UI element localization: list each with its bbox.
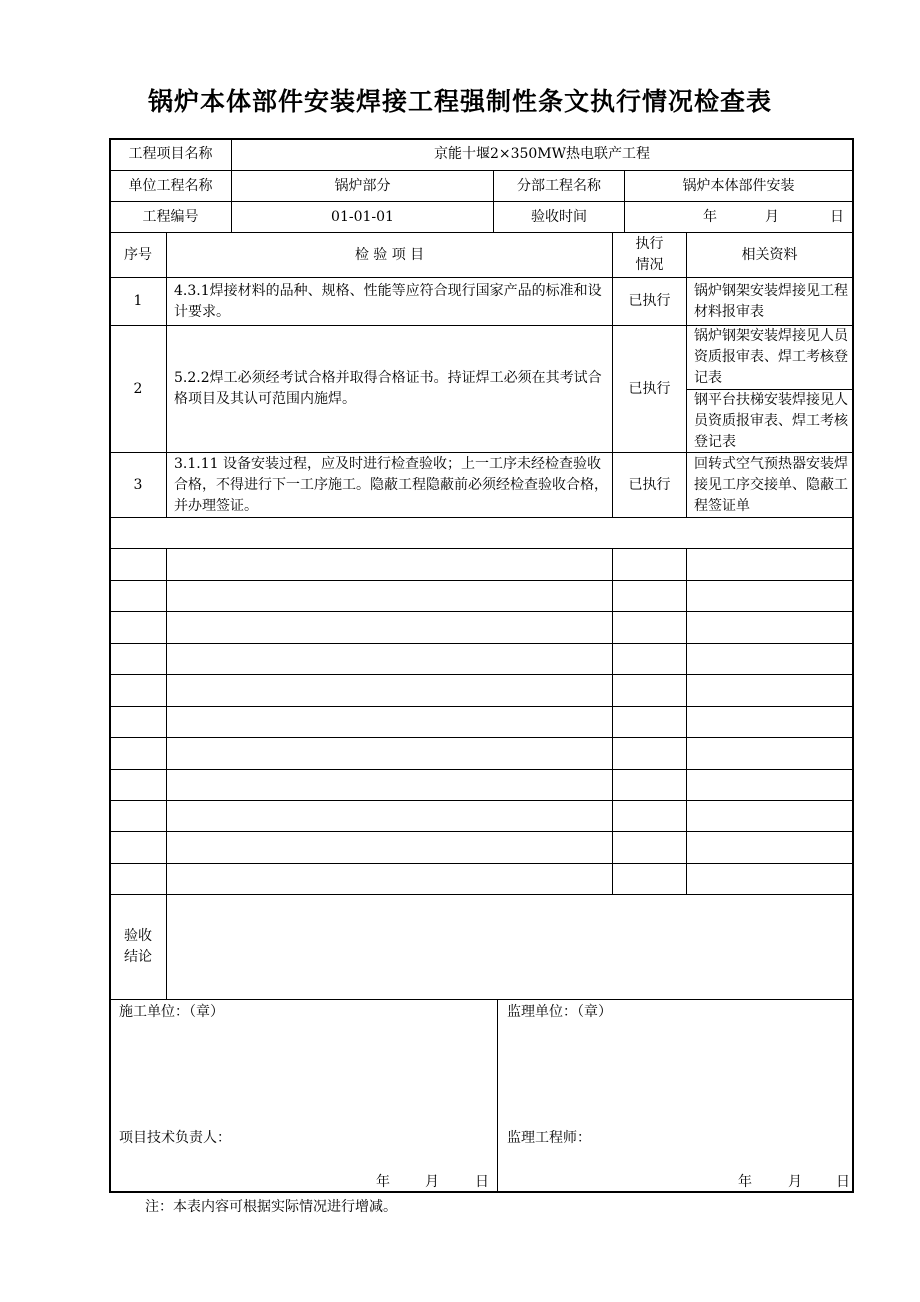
row-3-docs: 回转式空气预热器安装焊接见工序交接单、隐蔽工程签证单 bbox=[694, 455, 848, 514]
row-3-status: 已执行 bbox=[628, 476, 671, 493]
tech-leader-label: 项目技术负责人： bbox=[119, 1130, 231, 1146]
col-exec-header bbox=[613, 233, 686, 277]
row-2-no: 2 bbox=[133, 380, 143, 397]
supervisor-label: 监理工程师： bbox=[507, 1130, 591, 1146]
sign-left-month: 月 bbox=[425, 1174, 439, 1190]
sign-right-month: 月 bbox=[788, 1174, 802, 1190]
sub-project-value: 锅炉本体部件安装 bbox=[682, 177, 795, 194]
col-no-header: 序号 bbox=[124, 246, 152, 263]
supervision-unit-label: 监理单位：（章） bbox=[507, 1004, 612, 1020]
col-item-header: 检 验 项 目 bbox=[354, 246, 425, 263]
footnote: 注：本表内容可根据实际情况进行增减。 bbox=[145, 1199, 397, 1215]
sub-project-label: 分部工程名称 bbox=[517, 177, 601, 194]
accept-time-label: 验收时间 bbox=[531, 208, 587, 225]
conclusion-label-line1: 验收 bbox=[124, 928, 152, 944]
accept-date-year: 年 bbox=[703, 208, 717, 225]
accept-date-day: 日 bbox=[830, 208, 844, 225]
col-docs-header: 相关资料 bbox=[741, 246, 798, 263]
col-exec-line2: 情况 bbox=[635, 257, 664, 273]
row-1-no: 1 bbox=[133, 293, 143, 309]
row-1-status: 已执行 bbox=[628, 293, 671, 309]
sign-right-day: 日 bbox=[836, 1174, 850, 1190]
sign-right-year: 年 bbox=[738, 1174, 752, 1190]
row-1-item: 4.3.1焊接材料的品种、规格、性能等应符合现行国家产品的标准和设计要求。 bbox=[174, 282, 602, 320]
project-name-label: 工程项目名称 bbox=[128, 146, 213, 162]
row-2-docs-1: 锅炉钢架安装焊接见人员资质报审表、焊工考核登记表 bbox=[694, 328, 848, 386]
col-exec-line1: 执行 bbox=[635, 236, 664, 252]
row-1-docs: 锅炉钢架安装焊接见工程材料报审表 bbox=[694, 282, 848, 320]
sign-left-day: 日 bbox=[475, 1174, 489, 1190]
project-name-value: 京能十堰2×350MW热电联产工程 bbox=[433, 146, 651, 162]
row-3-no: 3 bbox=[133, 476, 143, 493]
row-2-status: 已执行 bbox=[628, 380, 671, 397]
unit-project-label: 单位工程名称 bbox=[128, 177, 213, 194]
page-title: 锅炉本体部件安装焊接工程强制性条文执行情况检查表 bbox=[147, 87, 772, 116]
unit-project-value: 锅炉部分 bbox=[334, 177, 391, 194]
construction-unit-label: 施工单位：（章） bbox=[119, 1004, 224, 1020]
row-3-item: 3.1.11 设备安装过程，应及时进行检查验收；上一工序未经检查验收合格，不得进行下一工序施工。隐蔽工程隐蔽前必须经检查验收合格，并办理签证。 bbox=[174, 455, 608, 514]
project-no-value: 01-01-01 bbox=[331, 208, 394, 225]
sign-left-year: 年 bbox=[376, 1174, 390, 1190]
conclusion-label-line2: 结论 bbox=[124, 949, 152, 965]
conclusion-label bbox=[110, 895, 166, 999]
project-no-label: 工程编号 bbox=[142, 208, 199, 225]
row-2-item: 5.2.2焊工必须经考试合格并取得合格证书。持证焊工必须在其考试合格项目及其认可范围内施焊。 bbox=[174, 370, 602, 407]
accept-date-month: 月 bbox=[765, 208, 779, 225]
row-2-docs-2: 钢平台扶梯安装焊接见人员资质报审表、焊工考核登记表 bbox=[694, 391, 848, 450]
